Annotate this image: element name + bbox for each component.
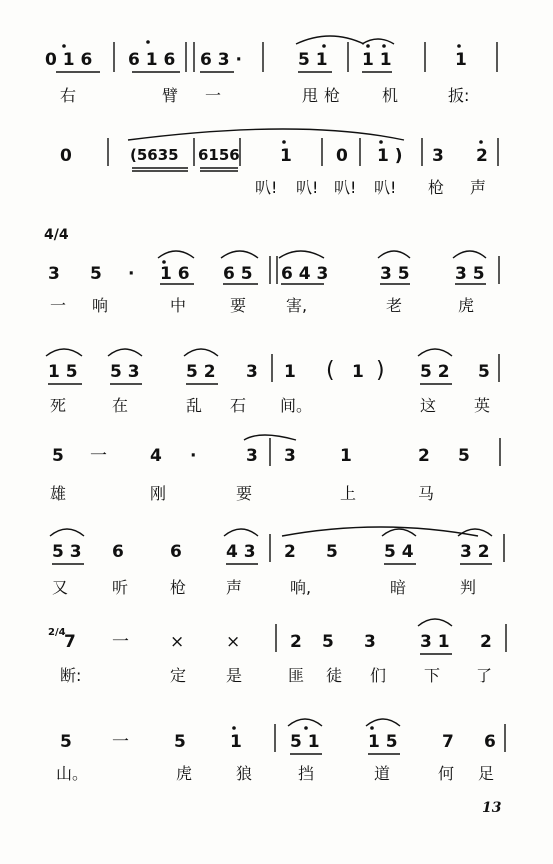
- note-group: 5 1: [290, 732, 320, 752]
- note-group: 6156: [198, 146, 240, 164]
- lyric: 死: [50, 396, 67, 415]
- lyric: 又: [52, 578, 69, 597]
- note-group: 1: [352, 362, 364, 382]
- lyric: 们: [370, 666, 387, 685]
- lyric: 定: [170, 666, 187, 685]
- lyric: 右: [60, 86, 77, 105]
- note-group: (5635: [130, 146, 179, 164]
- lyric: 甩枪: [302, 86, 347, 105]
- lyric: 乱: [186, 396, 203, 415]
- lyric: 机: [382, 86, 399, 105]
- lyric: 狼: [236, 764, 253, 783]
- note-group: 0: [60, 146, 72, 166]
- rest-mark: ×: [226, 632, 241, 652]
- note-group: 5: [458, 446, 470, 466]
- lyric: 道: [374, 764, 391, 783]
- lyric: 声: [226, 578, 243, 597]
- lyric: 上: [340, 484, 357, 503]
- paren-open: (: [326, 358, 335, 383]
- note-group: 3: [246, 446, 258, 466]
- note-group: 2: [480, 632, 492, 652]
- lyric: 虎: [176, 764, 193, 783]
- note-group: 3: [246, 362, 258, 382]
- note-group: 6 3 ·: [200, 50, 242, 70]
- note-group: 5: [326, 542, 338, 562]
- note-group: 5: [52, 446, 64, 466]
- note-group: 1 1: [362, 50, 392, 70]
- note-group: 4: [150, 446, 162, 466]
- lyric: 扳:: [448, 86, 470, 105]
- lyric: 一: [205, 86, 222, 105]
- lyric: 了: [476, 666, 493, 685]
- lyric: 挡: [298, 764, 315, 783]
- note-group: 6 4 3: [281, 264, 329, 284]
- lyric: 英: [474, 396, 491, 415]
- lyric: 害,: [286, 296, 308, 315]
- lyric: 叭!: [296, 178, 319, 197]
- lyric: 在: [112, 396, 129, 415]
- dash: 一: [90, 446, 107, 466]
- lyric: 马: [418, 484, 435, 503]
- note-group: 5: [60, 732, 72, 752]
- lyric: 暗: [390, 578, 407, 597]
- lyric: 一: [50, 296, 67, 315]
- note-group: 0: [336, 146, 348, 166]
- lyric: 间。: [280, 396, 313, 415]
- lyric: 声: [470, 178, 487, 197]
- note-group: 4 3: [226, 542, 256, 562]
- lyric: 枪: [428, 178, 445, 197]
- note-group: 2: [290, 632, 302, 652]
- note-group: 6 5: [223, 264, 253, 284]
- note-group: ·: [190, 446, 197, 466]
- note-group: 5: [90, 264, 102, 284]
- time-signature: 2/4: [48, 627, 66, 638]
- note-group: 3 5: [380, 264, 410, 284]
- lyric: 枪: [170, 578, 187, 597]
- note-group: 5 2: [420, 362, 450, 382]
- lyric: 响,: [290, 578, 312, 597]
- note-group: 2: [284, 542, 296, 562]
- lyric: 要: [236, 484, 253, 503]
- note-group: 5: [174, 732, 186, 752]
- note-group: 5: [478, 362, 490, 382]
- note-group: ·: [128, 264, 135, 284]
- lyric: 叭!: [374, 178, 397, 197]
- lyric: 臂: [162, 86, 179, 105]
- note-group: 1 5: [48, 362, 78, 382]
- page-number: 13: [482, 800, 502, 816]
- note-group: 1: [340, 446, 352, 466]
- lyric: 中: [170, 296, 187, 315]
- dash: 一: [112, 732, 129, 752]
- note-group: 7: [442, 732, 454, 752]
- lyric: 山。: [56, 764, 89, 783]
- time-signature: 4/4: [44, 227, 69, 243]
- lyric: 石: [230, 396, 247, 415]
- note-group: 5 4: [384, 542, 414, 562]
- lyric: 要: [230, 296, 247, 315]
- lyric: 刚: [150, 484, 167, 503]
- note-group: 5 3: [52, 542, 82, 562]
- note-group: 0 1 6: [45, 50, 93, 70]
- lyric: 雄: [50, 484, 67, 503]
- lyric: 虎: [458, 296, 475, 315]
- lyric: 断:: [60, 666, 82, 685]
- lyric: 下: [424, 666, 441, 685]
- note-group: 1 ): [377, 146, 403, 166]
- note-group: 1: [455, 50, 467, 70]
- lyric: 这: [420, 396, 437, 415]
- lyric: 叭!: [334, 178, 357, 197]
- note-group: 6: [484, 732, 496, 752]
- lyric: 足: [478, 764, 495, 783]
- note-group: 3 1: [420, 632, 450, 652]
- lyric: 何: [438, 764, 455, 783]
- lyric: 徒: [326, 666, 343, 685]
- note-group: 3: [432, 146, 444, 166]
- paren-close: ): [376, 358, 385, 383]
- note-group: 1: [280, 146, 292, 166]
- lyric: 老: [386, 296, 403, 315]
- lyric: 听: [112, 578, 129, 597]
- lyric: 匪: [288, 666, 305, 685]
- rest-mark: ×: [170, 632, 185, 652]
- note-group: 1: [284, 362, 296, 382]
- note-group: 3 2: [460, 542, 490, 562]
- note-group: 1 5: [368, 732, 398, 752]
- note-group: 2: [476, 146, 488, 166]
- note-group: 1 6: [160, 264, 190, 284]
- note-group: 2: [418, 446, 430, 466]
- note-group: 3: [48, 264, 60, 284]
- dash: 一: [112, 632, 129, 652]
- note-group: 1: [230, 732, 242, 752]
- lyric: 判: [460, 578, 477, 597]
- note-group: 3 5: [455, 264, 485, 284]
- note-group: 5 1: [298, 50, 328, 70]
- note-group: 3: [364, 632, 376, 652]
- note-group: 6: [112, 542, 124, 562]
- lyric: 响: [92, 296, 109, 315]
- note-group: 5 3: [110, 362, 140, 382]
- note-group: 5: [322, 632, 334, 652]
- note-group: 7: [64, 632, 76, 652]
- note-group: 3: [284, 446, 296, 466]
- note-group: 5 2: [186, 362, 216, 382]
- note-group: 6 1 6: [128, 50, 176, 70]
- note-group: 6: [170, 542, 182, 562]
- lyric: 叭!: [255, 178, 278, 197]
- lyric: 是: [226, 666, 243, 685]
